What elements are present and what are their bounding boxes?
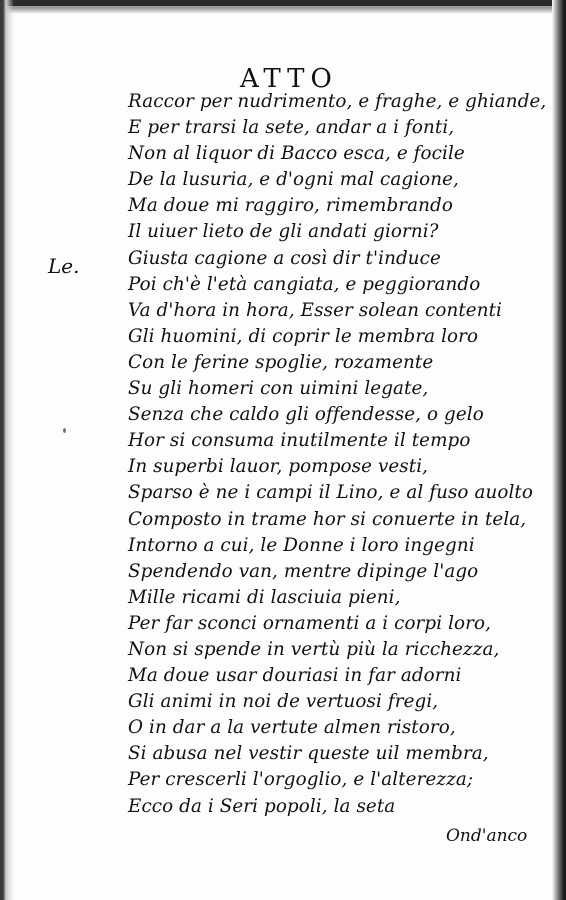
running-head: ATTO	[240, 64, 338, 94]
verse-line: E per trarsi la sete, andar a i fonti,	[128, 116, 455, 139]
page-left-shadow	[0, 0, 14, 900]
verse-line: Raccor per nudrimento, e fraghe, e ghiande,	[128, 90, 547, 112]
verse-line: Ma doue mi raggiro, rimembrando	[128, 194, 453, 217]
verse-line: Composto in trame hor si conuerte in tela,	[128, 507, 527, 530]
verse-line: Ma doue usar douriasi in far adorni	[128, 664, 462, 687]
verse-line: Va d'hora in hora, Esser solean contenti	[128, 298, 503, 321]
verse-line: Non si spende in vertù più la ricchezza,	[128, 637, 500, 660]
verse-line: Spendendo van, mentre dipinge l'ago	[128, 559, 479, 582]
verse-line: In superbi lauor, pompose vesti,	[128, 455, 429, 478]
verse-line: Gli animi in noi de vertuosi fregi,	[128, 690, 439, 713]
verse-line: Non al liquor di Bacco esca, e focile	[128, 142, 465, 165]
page-top-edge	[0, 0, 566, 40]
verse-line: De la lusuria, e d'ogni mal cagione,	[128, 168, 459, 191]
verse-line: Per crescerli l'orgoglio, e l'alterezza;	[128, 768, 474, 791]
verse-line: Gli huomini, di coprir le membra loro	[128, 324, 479, 347]
catchword: Ond'anco	[446, 826, 528, 846]
verse-line: Si abusa nel vestir queste uil membra,	[128, 742, 489, 765]
speaker-label: Le.	[48, 254, 80, 278]
verse-line: Sparso è ne i campi il Lino, e al fuso auolto	[128, 481, 533, 504]
verse-list	[128, 88, 562, 819]
verse-line: Intorno a cui, le Donne i loro ingegni	[128, 533, 475, 556]
verse-line: Hor si consuma inutilmente il tempo	[128, 429, 471, 452]
verse-line: Giusta cagione a così dir t'induce	[128, 246, 441, 269]
verse-line: Per far sconci ornamenti a i corpi loro,	[128, 611, 492, 634]
verse-line: Poi ch'è l'età cangiata, e peggiorando	[128, 272, 481, 295]
verse-line: Ecco da i Seri popoli, la seta	[128, 794, 396, 817]
verse-line: Mille ricami di lasciuia pieni,	[128, 585, 401, 608]
verse-line: Senza che caldo gli offendesse, o gelo	[128, 403, 484, 426]
verse-line: Su gli homeri con uimini legate,	[128, 377, 429, 400]
verse-line: O in dar a la vertute almen ristoro,	[128, 716, 456, 739]
verse-line: Il uiuer lieto de gli andati giorni?	[128, 220, 439, 243]
verse-line: Con le ferine spoglie, rozamente	[128, 350, 434, 373]
ink-speck	[63, 428, 66, 433]
